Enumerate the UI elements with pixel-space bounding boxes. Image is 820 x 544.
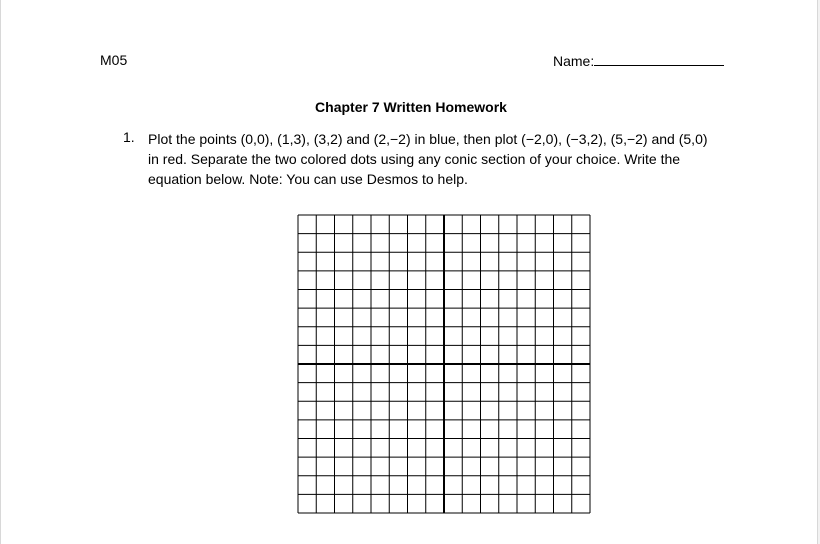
question-text: Plot the points (0,0), (1,3), (3,2) and (2,−2) in blue, then plot (−2,0), (−3,2), (5,−2) and (5,0) in red. Separate the two colored dots using any conic section of your choice. Write the equation below. Note: You can use Desmos to help.: [148, 131, 708, 187]
graph-paper: [297, 214, 591, 514]
name-blank-line: [594, 52, 724, 66]
question-number: 1.: [123, 129, 135, 145]
course-code: M05: [100, 52, 128, 68]
coordinate-grid: [297, 214, 591, 514]
page-title: Chapter 7 Written Homework: [315, 99, 507, 115]
name-field: [553, 52, 724, 69]
name-label: Name:: [553, 53, 595, 69]
